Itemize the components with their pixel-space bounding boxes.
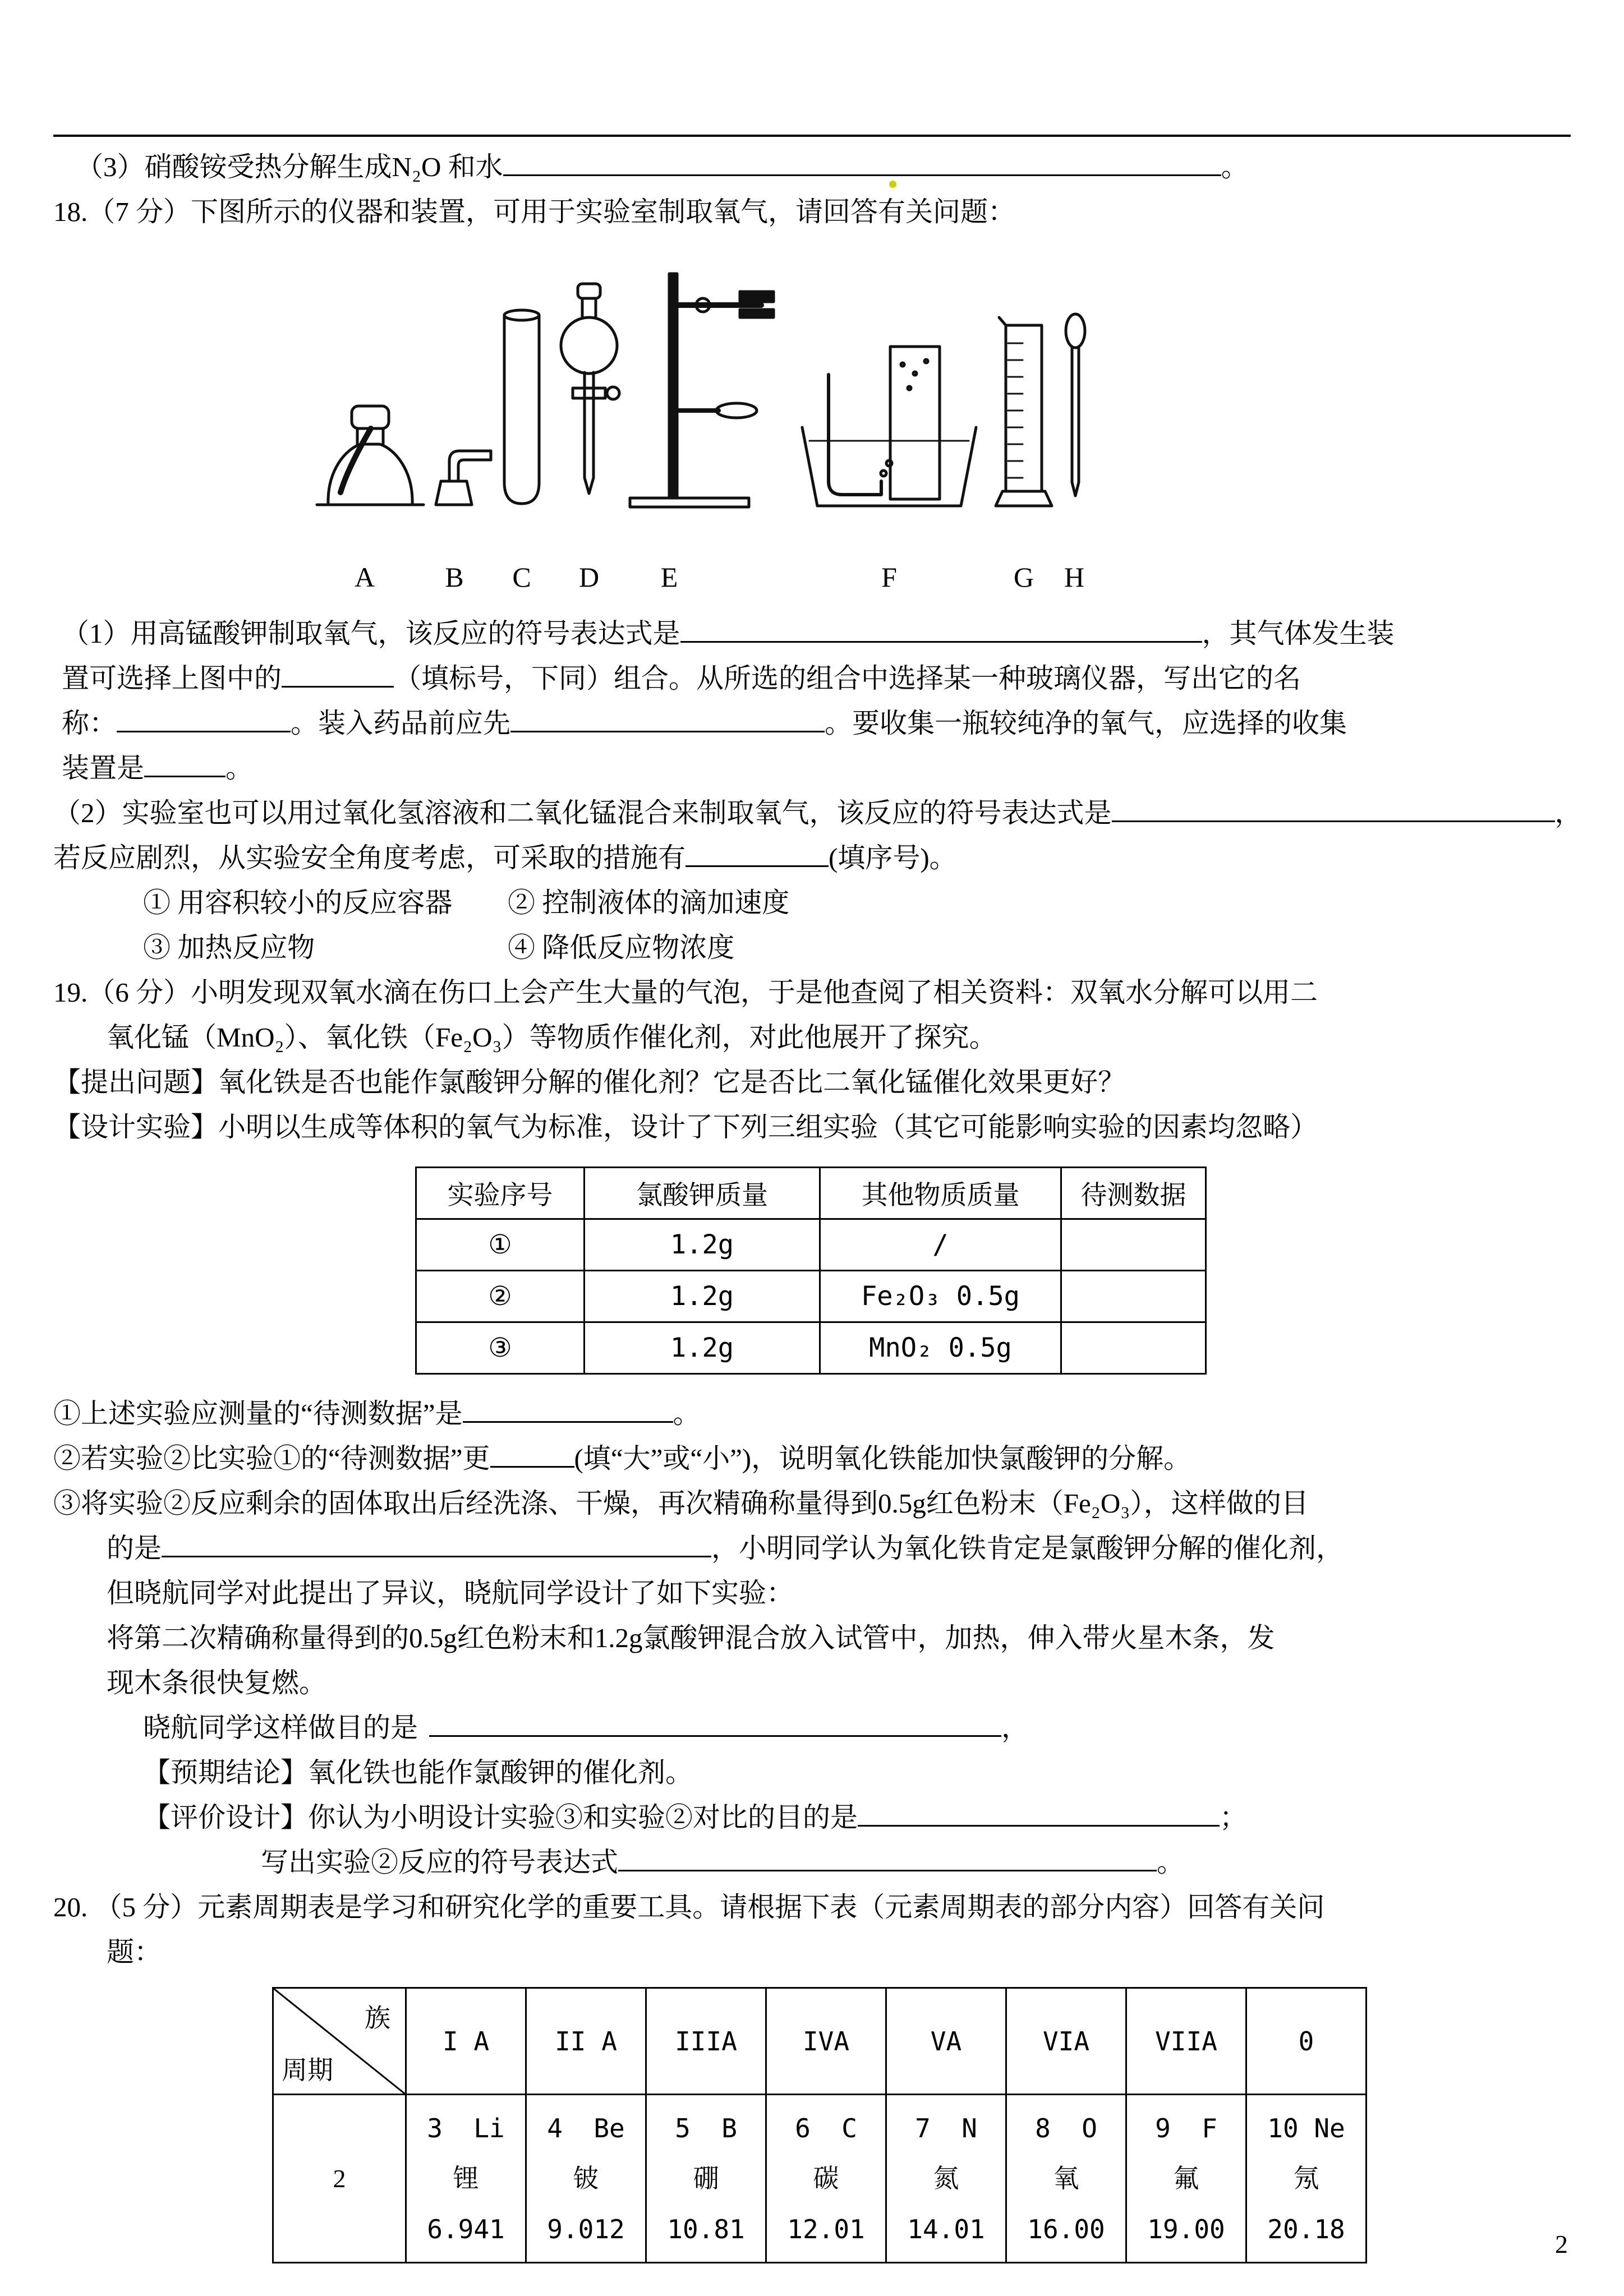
element-number-symbol: 7 N xyxy=(915,2113,977,2143)
element-number-symbol: 5 B xyxy=(675,2113,737,2143)
alcohol-lamp-icon xyxy=(317,406,424,505)
q18-part1 xyxy=(53,611,1571,791)
text-run: 装置是 xyxy=(62,753,145,783)
element-number-symbol: 3 Li xyxy=(427,2113,505,2143)
q19-sub2 xyxy=(53,1436,1571,1481)
label-B: B xyxy=(445,561,464,593)
corner-family-label: 族 xyxy=(365,2004,390,2032)
option-4: ④ 降低反应物浓度 xyxy=(508,932,735,963)
test-tube-icon xyxy=(504,310,539,504)
text-run: ①上述实验应测量的“待测数据”是 xyxy=(53,1398,463,1429)
label-D: D xyxy=(578,561,600,593)
element-number-symbol: 6 C xyxy=(795,2113,857,2143)
element-mass: 19.00 xyxy=(1147,2214,1225,2244)
dropper-icon xyxy=(1066,314,1085,496)
q19-sub3-line1: ③将实验②反应剩余的固体取出后经洗涤、干燥，再次精确称量得到0.5g红色粉末（Fe₂O₃），这样做的目 xyxy=(53,1488,1309,1519)
group-header: VA xyxy=(886,1988,1006,2095)
group-header-row xyxy=(273,1988,1367,2095)
cell: / xyxy=(820,1219,1061,1271)
table-header-row xyxy=(416,1168,1206,1219)
q18-part2 xyxy=(53,791,1582,970)
apparatus-figure xyxy=(238,247,1114,608)
text-run: (填序号)。 xyxy=(829,842,957,873)
element-cell xyxy=(646,2095,766,2263)
label-C: C xyxy=(512,561,531,593)
element-cell xyxy=(526,2095,646,2263)
group-header: IIIA xyxy=(646,1988,766,2095)
text-run: ，其气体发生装 xyxy=(1202,618,1395,649)
q19-sub3-line3: 但晓航同学对此提出了异议，晓航同学设计了如下实验： xyxy=(107,1578,794,1608)
question-line xyxy=(62,656,1571,701)
text-run: 的是 xyxy=(107,1533,162,1564)
periodic-table xyxy=(272,1987,1367,2263)
answer-blank xyxy=(162,1554,711,1557)
element-name: 碳 xyxy=(813,2164,839,2193)
element-cell xyxy=(766,2095,886,2263)
q18-heading: 18.（7 分）下图所示的仪器和装置，可用于实验室制取氧气，请回答有关问题： xyxy=(53,196,1016,227)
q19-intro-line1: 19.（6 分）小明发现双氧水滴在伤口上会产生大量的气泡，于是他查阅了相关资料：双氧水分解可以用二 xyxy=(53,977,1318,1008)
table-row xyxy=(416,1219,1206,1271)
element-name: 氮 xyxy=(933,2164,959,2193)
question-line xyxy=(62,701,1571,746)
scan-artifact-dot xyxy=(889,181,896,188)
answer-blank xyxy=(618,1868,1157,1871)
cell: ③ xyxy=(416,1322,585,1374)
text-run: ， xyxy=(1001,1712,1029,1743)
text-run: ； xyxy=(1220,1802,1248,1833)
cell xyxy=(1061,1219,1206,1271)
bent-tube-icon xyxy=(436,451,491,505)
element-number-symbol: 9 F xyxy=(1155,2113,1217,2143)
element-number-symbol: 4 Be xyxy=(547,2113,625,2143)
answer-blank xyxy=(503,173,1221,176)
option-line xyxy=(53,880,1571,925)
cell: Fe₂O₃ 0.5g xyxy=(820,1271,1061,1322)
cell: 1.2g xyxy=(585,1322,820,1374)
period-number: 2 xyxy=(273,2095,406,2263)
group-header: I A xyxy=(406,1988,526,2095)
q19-evaluation xyxy=(53,1795,1571,1840)
text-run: 称： xyxy=(62,708,117,739)
text-run: 晓航同学这样做目的是 xyxy=(143,1712,418,1743)
table-row xyxy=(416,1322,1206,1374)
answer-blank xyxy=(282,684,394,688)
q19-sub4 xyxy=(53,1705,1571,1750)
element-mass: 9.012 xyxy=(547,2214,625,2244)
element-cell xyxy=(886,2095,1006,2263)
option-2: ② 控制液体的滴加速度 xyxy=(508,887,790,918)
answer-blank xyxy=(680,639,1202,643)
text-run: （填标号，下同）组合。从所选的组合中选择某一种玻璃仪器，写出它的名 xyxy=(394,663,1301,694)
label-F: F xyxy=(881,561,897,593)
group-header: VIA xyxy=(1006,1988,1126,2095)
column-header: 实验序号 xyxy=(416,1168,585,1219)
answer-blank xyxy=(490,1464,574,1468)
text-run: 写出实验②反应的符号表达式 xyxy=(261,1847,619,1878)
text-run: 。装入药品前应先 xyxy=(291,708,511,739)
answer-blank xyxy=(1112,819,1555,822)
element-name: 氖 xyxy=(1293,2164,1319,2193)
q20-line1: 20. （5 分）元素周期表是学习和研究化学的重要工具。请根据下表（元素周期表的部分内容）回答有关问 xyxy=(53,1892,1325,1922)
element-name: 铍 xyxy=(573,2164,599,2193)
element-name: 氟 xyxy=(1173,2164,1199,2193)
q19-evaluation2 xyxy=(53,1840,1571,1885)
q19-sub1 xyxy=(53,1391,1571,1436)
graduated-cylinder-icon xyxy=(996,317,1052,506)
apparatus-labels xyxy=(238,561,1114,608)
element-mass: 6.941 xyxy=(427,2214,505,2244)
element-mass: 14.01 xyxy=(907,2214,985,2244)
label-E: E xyxy=(660,561,678,593)
q19-intro-line2: 氧化锰（MnO₂）、氧化铁（Fe₂O₃）等物质作催化剂，对此他展开了探究。 xyxy=(107,1022,997,1053)
text-run: （1）用高锰酸钾制取氧气，该反应的符号表达式是 xyxy=(62,618,680,649)
corner-cell xyxy=(273,1988,406,2095)
cell: 1.2g xyxy=(585,1271,820,1322)
text-run: 。 xyxy=(226,753,254,783)
q19-conclusion: 【预期结论】氧化铁也能作氯酸钾的催化剂。 xyxy=(143,1757,693,1788)
column-header: 待测数据 xyxy=(1061,1168,1206,1219)
q19-sub3-line5: 现木条很快复燃。 xyxy=(107,1667,327,1698)
column-header: 其他物质质量 xyxy=(820,1168,1061,1219)
question-line xyxy=(62,611,1571,656)
option-1: ① 用容积较小的反应容器 xyxy=(143,887,453,918)
page-number: 2 xyxy=(1555,2230,1568,2258)
option-line xyxy=(53,925,1571,970)
element-number-symbol: 8 O xyxy=(1035,2113,1097,2143)
q19-sub3-line2 xyxy=(53,1526,1571,1571)
corner-period-label: 周期 xyxy=(282,2056,333,2085)
question-line xyxy=(53,791,1582,836)
label-G: G xyxy=(1013,561,1034,593)
experiment-table xyxy=(415,1167,1207,1375)
table-row xyxy=(416,1271,1206,1322)
cell xyxy=(1061,1271,1206,1322)
period-2-row xyxy=(273,2095,1367,2263)
label-H: H xyxy=(1064,561,1085,593)
text-run: 。 xyxy=(1157,1847,1185,1878)
cell xyxy=(1061,1322,1206,1374)
cell: ① xyxy=(416,1219,585,1271)
text-run: （2）实验室也可以用过氧化氢溶液和二氧化锰混合来制取氧气，该反应的符号表达式是 xyxy=(53,797,1112,828)
text-run: 【评价设计】你认为小明设计实验③和实验②对比的目的是 xyxy=(143,1802,858,1833)
cell: 1.2g xyxy=(585,1219,820,1271)
iron-stand-icon xyxy=(630,274,774,507)
element-mass: 16.00 xyxy=(1027,2214,1105,2244)
element-name: 氧 xyxy=(1053,2164,1079,2193)
option-3: ③ 加热反应物 xyxy=(143,932,315,963)
text-run: ②若实验②比实验①的“待测数据”更 xyxy=(53,1443,490,1474)
question-line xyxy=(62,746,1571,791)
text-run: 若反应剧烈，从实验安全角度考虑，可采取的措施有 xyxy=(53,842,686,873)
water-trough-icon xyxy=(802,347,976,506)
cell: MnO₂ 0.5g xyxy=(820,1322,1061,1374)
text-run: 。 xyxy=(1221,151,1249,182)
column-header: 氯酸钾质量 xyxy=(585,1168,820,1219)
text-run: (填“大”或“小”)，说明氧化铁能加快氯酸钾的分解。 xyxy=(574,1443,1191,1474)
element-mass: 20.18 xyxy=(1267,2214,1345,2244)
cell: ② xyxy=(416,1271,585,1322)
group-header: IVA xyxy=(766,1988,886,2095)
separating-funnel-icon xyxy=(561,284,619,494)
element-mass: 12.01 xyxy=(787,2214,865,2244)
q19-sub3-line4: 将第二次精确称量得到的0.5g红色粉末和1.2g氯酸钾混合放入试管中，加热，伸入带火星木条，发 xyxy=(107,1622,1275,1653)
group-header: VIIA xyxy=(1126,1988,1246,2095)
element-cell xyxy=(1006,2095,1126,2263)
q20-line2: 题： xyxy=(107,1937,162,1967)
label-A: A xyxy=(354,561,375,593)
answer-blank xyxy=(858,1823,1220,1827)
top-rule xyxy=(53,135,1571,137)
element-cell xyxy=(1126,2095,1246,2263)
group-header: II A xyxy=(526,1988,646,2095)
element-name: 硼 xyxy=(693,2164,719,2193)
apparatus-drawing xyxy=(238,247,1114,561)
element-number-symbol: 10 Ne xyxy=(1267,2113,1345,2143)
group-header: 0 xyxy=(1246,1988,1367,2095)
element-cell xyxy=(406,2095,526,2263)
text-run: 。 xyxy=(673,1398,701,1429)
text-run: 。要收集一瓶较纯净的氧气，应选择的收集 xyxy=(825,708,1347,739)
q19-question: 【提出问题】氧化铁是否也能作氯酸钾分解的催化剂？它是否比二氧化锰催化效果更好？ xyxy=(53,1067,1126,1098)
element-cell xyxy=(1246,2095,1367,2263)
text-run: ， xyxy=(1554,797,1582,828)
text-run: 置可选择上图中的 xyxy=(62,663,282,694)
answer-blank xyxy=(510,729,825,732)
text-run: ，小明同学认为氧化铁肯定是氯酸钾分解的催化剂， xyxy=(711,1533,1344,1564)
answer-blank xyxy=(117,729,291,732)
question-line xyxy=(53,836,1571,880)
answer-blank xyxy=(463,1419,673,1423)
element-name: 锂 xyxy=(453,2164,479,2193)
text-run: （3）硝酸铵受热分解生成N₂O 和水 xyxy=(76,151,503,182)
answer-blank xyxy=(144,774,226,777)
answer-blank xyxy=(429,1733,1001,1737)
element-mass: 10.81 xyxy=(667,2214,745,2244)
answer-blank xyxy=(686,864,829,867)
q19-design: 【设计实验】小明以生成等体积的氧气为标准，设计了下列三组实验（其它可能影响实验的因素均忽略） xyxy=(53,1112,1318,1142)
q17-part3-line xyxy=(53,145,1571,190)
